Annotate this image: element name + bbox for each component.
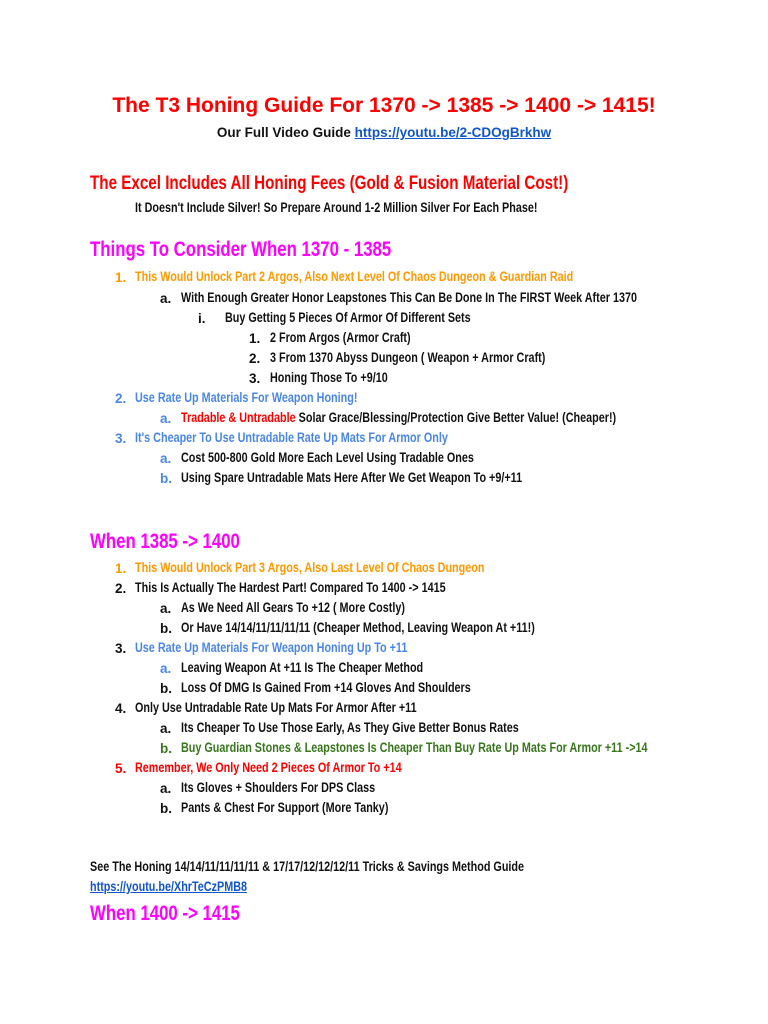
list-item: It's Cheaper To Use Untradable Rate Up Mats For Armor Only xyxy=(135,430,448,445)
list-marker: a. xyxy=(160,291,172,306)
silver-note: It Doesn't Include Silver! So Prepare Around 1-2 Million Silver For Each Phase! xyxy=(135,200,538,215)
list-item: Or Have 14/14/11/11/11/11 (Cheaper Method, Leaving Weapon At +11!) xyxy=(181,620,535,635)
list-item: Remember, We Only Need 2 Pieces Of Armor To +14 xyxy=(135,760,402,775)
section-heading-1385-1400: When 1385 -> 1400 xyxy=(90,530,240,553)
list-item: With Enough Greater Honor Leapstones This Can Be Done In The FIRST Week After 1370 xyxy=(181,290,637,305)
section-heading-1370-1385: Things To Consider When 1370 - 1385 xyxy=(90,238,392,261)
list-marker: a. xyxy=(160,451,172,466)
method-guide-link[interactable]: https://youtu.be/XhrTeCzPMB8 xyxy=(90,879,248,894)
list-item-rest: Solar Grace/Blessing/Protection Give Better Value! (Cheaper!) xyxy=(298,410,617,425)
list-item: Pants & Chest For Support (More Tanky) xyxy=(181,800,389,815)
list-item: Leaving Weapon At +11 Is The Cheaper Method xyxy=(181,660,424,675)
list-item: Its Gloves + Shoulders For DPS Class xyxy=(181,780,376,795)
excel-heading: The Excel Includes All Honing Fees (Gold & Fusion Material Cost!) xyxy=(90,173,569,194)
list-marker: 4. xyxy=(115,701,127,716)
page-title: The T3 Honing Guide For 1370 -> 1385 -> 1400 -> 1415! xyxy=(112,94,656,117)
list-marker: 2. xyxy=(115,391,127,406)
list-item: Honing Those To +9/10 xyxy=(270,370,388,385)
list-item: Cost 500-800 Gold More Each Level Using Tradable Ones xyxy=(181,450,474,465)
video-guide-link[interactable]: https://youtu.be/2-CDOgBrkhw xyxy=(354,125,552,140)
list-item: Its Cheaper To Use Those Early, As They Give Better Bonus Rates xyxy=(181,720,519,735)
list-marker: b. xyxy=(160,741,172,756)
list-item: 2 From Argos (Armor Craft) xyxy=(270,330,411,345)
list-marker: 2. xyxy=(115,581,127,596)
list-marker: 3. xyxy=(115,431,127,446)
list-marker: a. xyxy=(160,411,172,426)
list-marker: 2. xyxy=(249,351,261,366)
list-marker: 5. xyxy=(115,761,127,776)
list-marker: i. xyxy=(198,311,206,326)
list-item: Buy Guardian Stones & Leapstones Is Cheaper Than Buy Rate Up Mats For Armor +11 ->14 xyxy=(181,740,648,755)
list-marker: b. xyxy=(160,471,172,486)
tradable-highlight: Tradable & Untradable xyxy=(181,410,296,425)
method-guide-text: See The Honing 14/14/11/11/11/11 & 17/17/12/12/12/11 Tricks & Savings Method Guide xyxy=(90,859,525,874)
list-marker: 1. xyxy=(249,331,261,346)
list-marker: a. xyxy=(160,661,172,676)
list-marker: 1. xyxy=(115,270,127,285)
list-marker: a. xyxy=(160,601,172,616)
video-guide-line xyxy=(0,126,768,141)
video-guide-label: Our Full Video Guide xyxy=(216,125,351,140)
list-marker: b. xyxy=(160,681,172,696)
list-item: 3 From 1370 Abyss Dungeon ( Weapon + Armor Craft) xyxy=(270,350,546,365)
list-marker: a. xyxy=(160,721,172,736)
list-marker: 1. xyxy=(115,561,127,576)
list-item: As We Need All Gears To +12 ( More Costly) xyxy=(181,600,405,615)
list-item: This Is Actually The Hardest Part! Compared To 1400 -> 1415 xyxy=(135,580,446,595)
list-marker: 3. xyxy=(249,371,261,386)
list-marker: b. xyxy=(160,621,172,636)
list-marker: a. xyxy=(160,781,172,796)
section-heading-1400-1415: When 1400 -> 1415 xyxy=(90,902,240,925)
list-item: This Would Unlock Part 2 Argos, Also Next Level Of Chaos Dungeon & Guardian Raid xyxy=(135,269,574,284)
list-marker: b. xyxy=(160,801,172,816)
list-item: Use Rate Up Materials For Weapon Honing Up To +11 xyxy=(135,640,408,655)
list-item: This Would Unlock Part 3 Argos, Also Last Level Of Chaos Dungeon xyxy=(135,560,485,575)
list-item: Use Rate Up Materials For Weapon Honing! xyxy=(135,390,358,405)
list-marker: 3. xyxy=(115,641,127,656)
list-item: Buy Getting 5 Pieces Of Armor Of Different Sets xyxy=(225,310,471,325)
list-item: Only Use Untradable Rate Up Mats For Armor After +11 xyxy=(135,700,417,715)
list-item xyxy=(181,411,616,426)
list-item: Using Spare Untradable Mats Here After We Get Weapon To +9/+11 xyxy=(181,470,523,485)
list-item: Loss Of DMG Is Gained From +14 Gloves And Shoulders xyxy=(181,680,471,695)
